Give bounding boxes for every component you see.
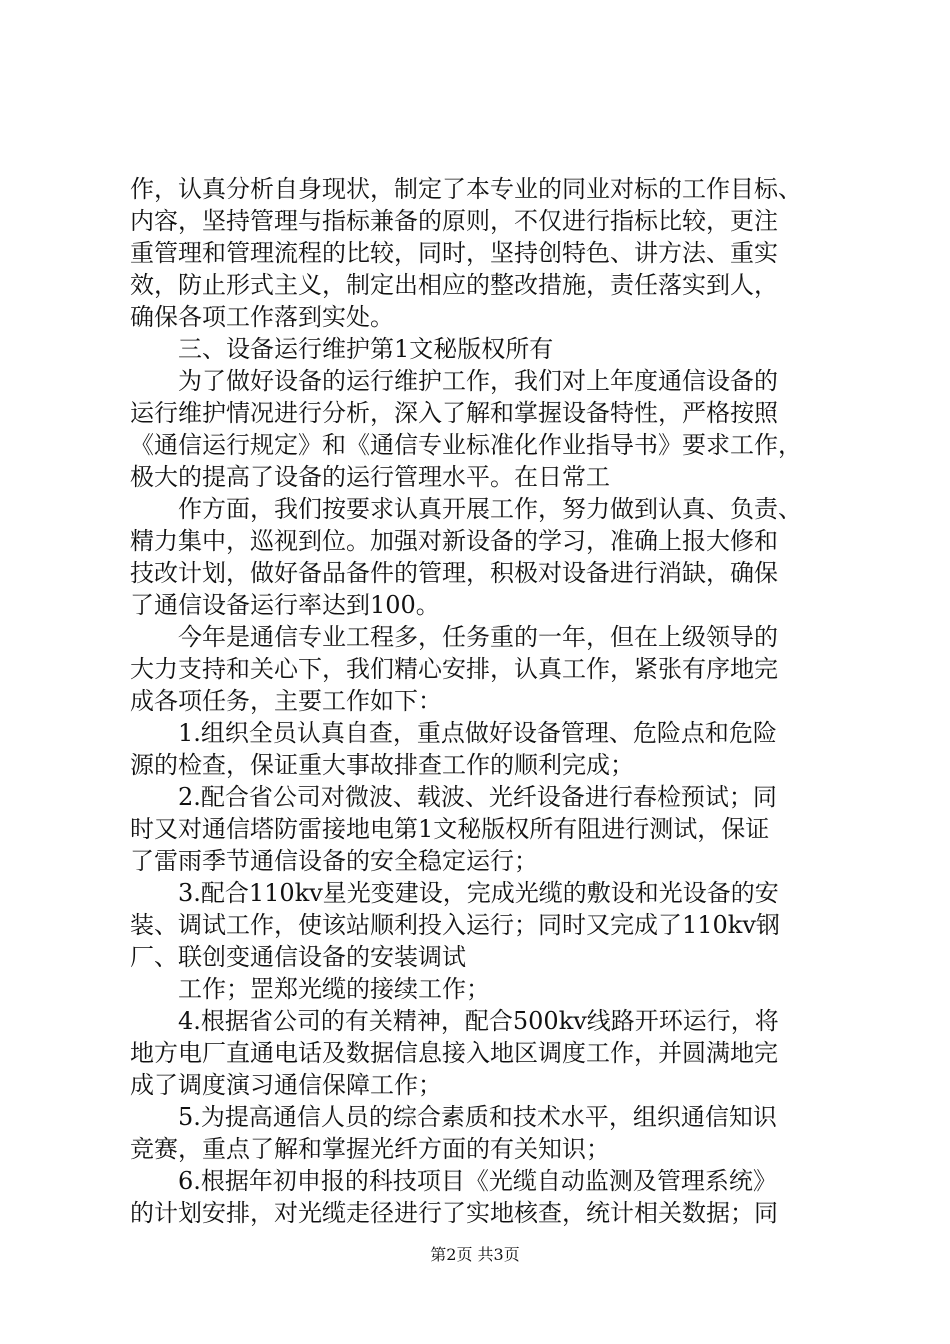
text-line: 1.组织全员认真自查，重点做好设备管理、危险点和危险 [178, 719, 777, 747]
text-line: 竞赛，重点了解和掌握光纤方面的有关知识； [130, 1135, 610, 1163]
text-line: 技改计划，做好备品备件的管理，积极对设备进行消缺，确保 [130, 559, 778, 587]
text-line: 成了调度演习通信保障工作； [130, 1071, 442, 1099]
text-line: 源的检查，保证重大事故排查工作的顺利完成； [130, 751, 634, 779]
text-line: 精力集中，巡视到位。加强对新设备的学习，准确上报大修和 [130, 527, 778, 555]
text-line: 地方电厂直通电话及数据信息接入地区调度工作，并圆满地完 [130, 1039, 778, 1067]
text-line: 大力支持和关心下，我们精心安排，认真工作，紧张有序地完 [130, 655, 778, 683]
text-line: 了雷雨季节通信设备的安全稳定运行； [130, 847, 538, 875]
text-line: 成各项任务，主要工作如下： [130, 687, 442, 715]
text-line: 5.为提高通信人员的综合素质和技术水平，组织通信知识 [178, 1103, 777, 1131]
text-line: 效，防止形式主义，制定出相应的整改措施，责任落实到人， [130, 271, 778, 299]
text-line: 极大的提高了设备的运行管理水平。在日常工 [130, 463, 610, 491]
text-line: 运行维护情况进行分析，深入了解和掌握设备特性，严格按照 [130, 399, 778, 427]
text-line: 作方面，我们按要求认真开展工作，努力做到认真、负责、 [178, 495, 802, 523]
document-body [130, 173, 830, 1229]
text-line: 工作；罡郑光缆的接续工作； [178, 975, 490, 1003]
text-line: 三、设备运行维护第1文秘版权所有 [178, 335, 554, 363]
page-footer: 第2页 共3页 [430, 1245, 520, 1264]
text-line: 时又对通信塔防雷接地电第1文秘版权所有阻进行测试，保证 [130, 815, 770, 843]
text-line: 《通信运行规定》和《通信专业标准化作业指导书》要求工作， [130, 431, 802, 459]
text-line: 了通信设备运行率达到100。 [130, 591, 440, 619]
text-line: 3.配合110kv星光变建设，完成光缆的敷设和光设备的安 [178, 879, 779, 907]
text-line: 确保各项工作落到实处。 [130, 303, 394, 331]
text-line: 厂、联创变通信设备的安装调试 [130, 943, 466, 971]
text-line: 装、调试工作，使该站顺利投入运行；同时又完成了110kv钢 [130, 911, 780, 939]
text-line: 4.根据省公司的有关精神，配合500kv线路开环运行，将 [178, 1007, 779, 1035]
text-line: 重管理和管理流程的比较，同时，坚持创特色、讲方法、重实 [130, 239, 778, 267]
text-line: 今年是通信专业工程多，任务重的一年，但在上级领导的 [178, 623, 778, 651]
text-line: 作，认真分析自身现状，制定了本专业的同业对标的工作目标、 [130, 175, 802, 203]
text-line: 为了做好设备的运行维护工作，我们对上年度通信设备的 [178, 367, 778, 395]
text-line: 6.根据年初申报的科技项目《光缆自动监测及管理系统》 [178, 1167, 777, 1195]
text-line: 内容，坚持管理与指标兼备的原则，不仅进行指标比较，更注 [130, 207, 778, 235]
text-line: 2.配合省公司对微波、载波、光纤设备进行春检预试；同 [178, 783, 777, 811]
text-line: 的计划安排，对光缆走径进行了实地核查，统计相关数据；同 [130, 1199, 778, 1227]
